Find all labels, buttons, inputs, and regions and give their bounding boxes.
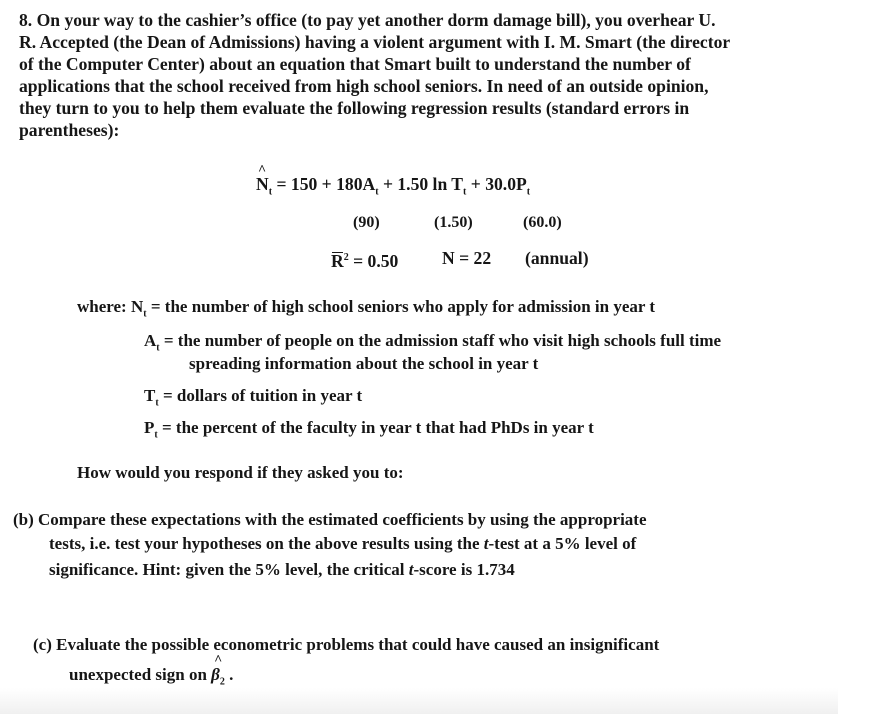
r-bar-symbol: R	[331, 250, 344, 271]
se-lnt: (1.50)	[434, 214, 473, 231]
intro-line-2: R. Accepted (the Dean of Admissions) having a violent argument with I. M. Smart (the director	[19, 32, 731, 52]
definition-a: $A_t$ = the number of people on the admission staff who visit high schools full time	[144, 331, 722, 354]
r-bar-squared: $R^2 = 0.50$	[331, 250, 399, 271]
intro-line-3: of the Computer Center) about an equation that Smart built to understand the number of	[19, 54, 691, 74]
equation-rhs: = 150 + 180A	[276, 174, 376, 194]
intro-line-1: 8. On your way to the cashier’s office (to pay yet another dorm damage bill), you overhear U.	[19, 10, 716, 30]
intro-line-4: applications that the school received from high school seniors. In need of an outside opinion,	[19, 76, 709, 96]
se-p: (60.0)	[523, 214, 562, 231]
equation-term3: + 30.0P	[466, 174, 527, 194]
intro-line-5: they turn to you to help them evaluate the following regression results (standard errors in	[19, 98, 690, 118]
annual-label: (annual)	[525, 248, 589, 268]
definition-p: $P_t$ = the percent of the faculty in year t that had PhDs in year t	[144, 418, 594, 441]
regression-equation: ^ $N_t = 150 + 180A_t + 1.50$ $\ln T_t + 30.0P_t$	[256, 173, 530, 204]
intro-line-6: parentheses):	[19, 120, 120, 140]
se-a: (90)	[353, 214, 380, 231]
part-c-line-2: unexpected sign on ^ $\beta_2$ .	[69, 664, 233, 693]
definition-t: $T_t$ = dollars of tuition in year t	[144, 386, 363, 409]
n-hat-symbol: ^ N	[256, 173, 269, 195]
part-c-line-1: (c) Evaluate the possible econometric problems that could have caused an insignificant	[33, 635, 660, 654]
question-prompt: How would you respond if they asked you to:	[77, 463, 404, 482]
equation-term2: + 1.50 ln T	[378, 174, 464, 194]
definition-n: where: $N_t$ = the number of high school seniors who apply for admission in year t	[77, 297, 656, 320]
bottom-shadow	[0, 688, 838, 714]
sample-size: N = 22	[442, 248, 492, 268]
part-b-line-1: (b) Compare these expectations with the estimated coefficients by using the appropriate	[13, 510, 647, 529]
part-b-line-3: significance. Hint: given the 5% level, the critical t-score is 1.734	[49, 560, 515, 579]
beta-hat-symbol: ^ β	[211, 664, 220, 686]
definition-a-cont: spreading information about the school in year t	[189, 354, 539, 373]
part-b-line-2: tests, i.e. test your hypotheses on the above results using the t-test at a 5% level of	[49, 534, 637, 553]
